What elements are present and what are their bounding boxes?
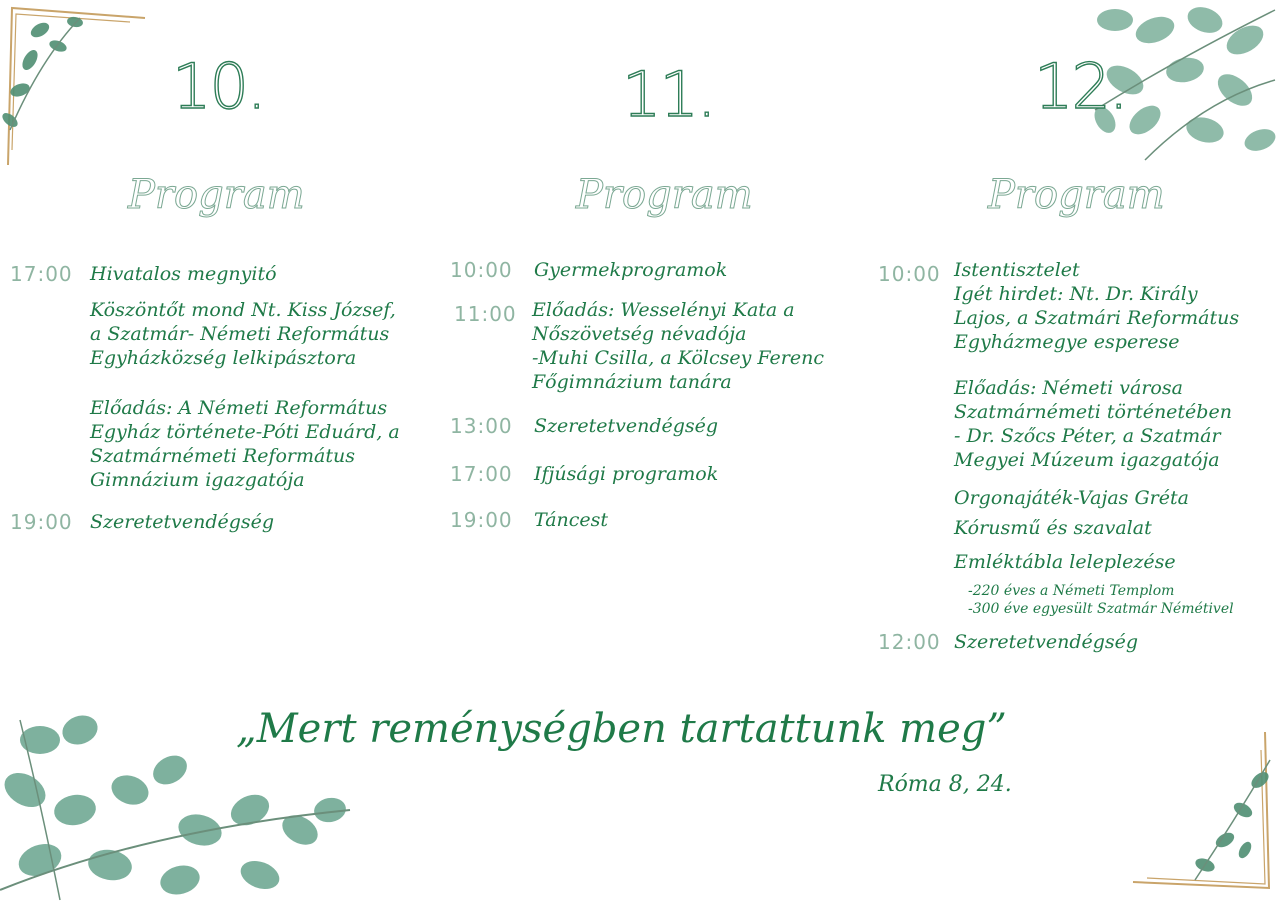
day-11-column	[440, 0, 870, 906]
program-item: Emléktábla leleplezése	[954, 551, 1176, 573]
bible-quote: „Mert reménységben tartattunk meg”	[236, 706, 1007, 752]
day-number: 10.	[172, 50, 265, 123]
day-12-column	[870, 0, 1280, 906]
program-item: Szeretetvendégség	[90, 511, 275, 533]
program-heading: Program	[128, 172, 305, 218]
program-item: Táncest	[534, 509, 609, 531]
time-label: 10:00	[878, 262, 941, 286]
time-label: 17:00	[10, 262, 73, 286]
time-label: 12:00	[878, 630, 941, 654]
time-label: 10:00	[450, 258, 513, 282]
program-item: Előadás: Wesselényi Kata a Nőszövetség névadója -Muhi Csilla, a Kölcsey Ferenc Főgimnázium tanára	[532, 299, 824, 393]
time-label: 17:00	[450, 462, 513, 486]
program-item: Szeretetvendégség	[534, 415, 719, 437]
program-item: Előadás: A Németi Református Egyház története-Póti Eduárd, a Szatmárnémeti Református Gimnázium igazgatója	[90, 397, 400, 491]
program-heading: Program	[988, 172, 1165, 218]
program-item-subnote: -220 éves a Németi Templom -300 éve egyesült Szatmár Némétivel	[968, 583, 1234, 617]
time-label: 11:00	[454, 302, 517, 326]
program-item: Hivatalos megnyitó	[90, 263, 277, 285]
program-item: Orgonajáték-Vajas Gréta	[954, 487, 1189, 509]
bible-reference: Róma 8, 24.	[878, 772, 1012, 797]
time-label: 19:00	[450, 508, 513, 532]
time-label: 19:00	[10, 510, 73, 534]
program-item: Gyermekprogramok	[534, 259, 728, 281]
program-item: Istentisztelet Igét hirdet: Nt. Dr. Király Lajos, a Szatmári Református Egyházmegye esperese	[954, 259, 1240, 353]
program-item: Kórusmű és szavalat	[954, 517, 1152, 539]
program-item: Előadás: Németi városa Szatmárnémeti történetében - Dr. Szőcs Péter, a Szatmár Megyei Múzeum igazgatója	[954, 377, 1232, 471]
program-item: Ifjúsági programok	[534, 463, 719, 485]
program-item: Szeretetvendégség	[954, 631, 1139, 653]
program-heading: Program	[576, 172, 753, 218]
day-number: 11.	[622, 58, 715, 131]
day-number: 12.	[1034, 50, 1127, 123]
program-item: Köszöntőt mond Nt. Kiss József, a Szatmár- Németi Református Egyházközség lelkipásztora	[90, 299, 396, 369]
day-10-column	[0, 0, 430, 906]
time-label: 13:00	[450, 414, 513, 438]
